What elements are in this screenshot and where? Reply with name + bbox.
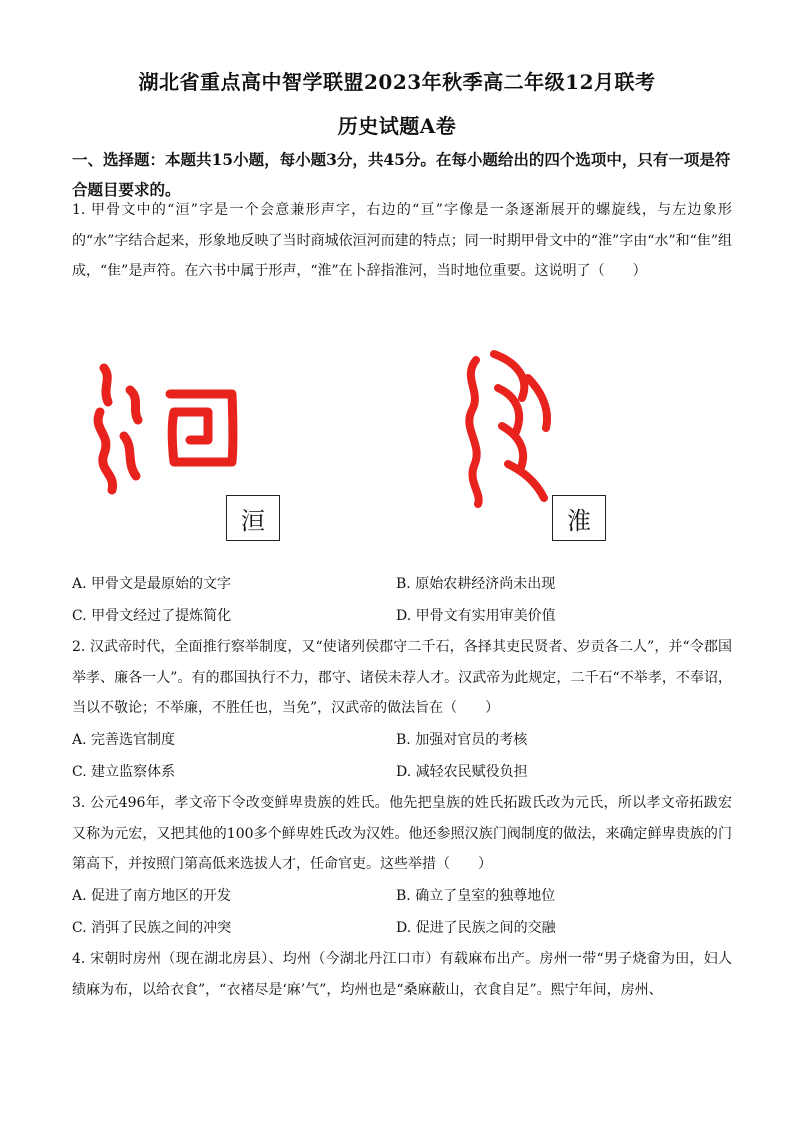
figure-label-huan: 洹 bbox=[226, 495, 280, 541]
oracle-glyph-huan-icon bbox=[82, 350, 252, 500]
section-heading: 一、选择题：本题共15小题，每小题3分，共45分。在每小题给出的四个选项中，只有一项是符合题目要求的。 bbox=[72, 150, 731, 199]
q1-option-d[interactable]: D. 甲骨文有实用审美价值 bbox=[396, 608, 556, 624]
figure-label-huai: 淮 bbox=[552, 495, 606, 541]
q1-option-b[interactable]: B. 原始农耕经济尚未出现 bbox=[396, 576, 556, 592]
question-4-stem: 4. 宋朝时房州（现在湖北房县）、均州（今湖北丹江口市）有载麻布出产。房州一带“男子烧畲为田，妇人绩麻为布，以给衣食”，“衣褚尽是‘麻’气”，均州也是“桑麻蔽山，衣食自足”。熙宁年间，房州、 bbox=[72, 951, 732, 998]
q3-option-c[interactable]: C. 消弭了民族之间的冲突 bbox=[72, 920, 232, 936]
exam-subtitle: 历史试题A卷 bbox=[337, 114, 457, 138]
q1-option-a[interactable]: A. 甲骨文是最原始的文字 bbox=[72, 576, 232, 592]
q2-option-a[interactable]: A. 完善选官制度 bbox=[72, 732, 176, 748]
q3-option-a[interactable]: A. 促进了南方地区的开发 bbox=[72, 888, 232, 904]
oracle-bone-figure bbox=[72, 340, 732, 550]
q2-option-c[interactable]: C. 建立监察体系 bbox=[72, 764, 176, 780]
q3-option-b[interactable]: B. 确立了皇室的独尊地位 bbox=[396, 888, 556, 904]
q3-option-d[interactable]: D. 促进了民族之间的交融 bbox=[396, 920, 556, 936]
q1-option-c[interactable]: C. 甲骨文经过了提炼简化 bbox=[72, 608, 232, 624]
question-1-stem: 1. 甲骨文中的“洹”字是一个会意兼形声字，右边的“亘”字像是一条逐渐展开的螺旋线，与左边象形的“水”字结合起来，形象地反映了当时商城依洹河而建的特点；同一时期甲骨文中的“淮”字由“水”和“隹”组成，“隹”是声符。在六书中属于形声，“淮”在卜辞指淮河，当时地位重要。这说明了（ ） bbox=[72, 202, 732, 280]
question-2-stem: 2. 汉武帝时代，全面推行察举制度，又“使诸列侯郡守二千石，各择其吏民贤者、岁贡各二人”，并“令郡国举孝、廉各一人”。有的郡国执行不力，郡守、诸侯未荐人才。汉武帝为此规定，二千石“不举孝，不奉诏，当以不敬论；不举廉，不胜任也，当免”，汉武帝的做法旨在（ ） bbox=[72, 639, 732, 717]
q2-option-d[interactable]: D. 减轻农民赋役负担 bbox=[396, 764, 528, 780]
oracle-glyph-huai-icon bbox=[432, 348, 562, 508]
exam-title: 湖北省重点高中智学联盟2023年秋季高二年级12月联考 bbox=[138, 70, 656, 94]
q2-option-b[interactable]: B. 加强对官员的考核 bbox=[396, 732, 528, 748]
question-3-stem: 3. 公元496年，孝文帝下令改变鲜卑贵族的姓氏。他先把皇族的姓氏拓跋氏改为元氏，所以孝文帝拓跋宏又称为元宏，又把其他的100多个鲜卑姓氏改为汉姓。他还参照汉族门阀制度的做法，来确定鲜卑贵族的门第高下，并按照门第高低来选拔人才，任命官吏。这些举措（ ） bbox=[72, 795, 732, 873]
